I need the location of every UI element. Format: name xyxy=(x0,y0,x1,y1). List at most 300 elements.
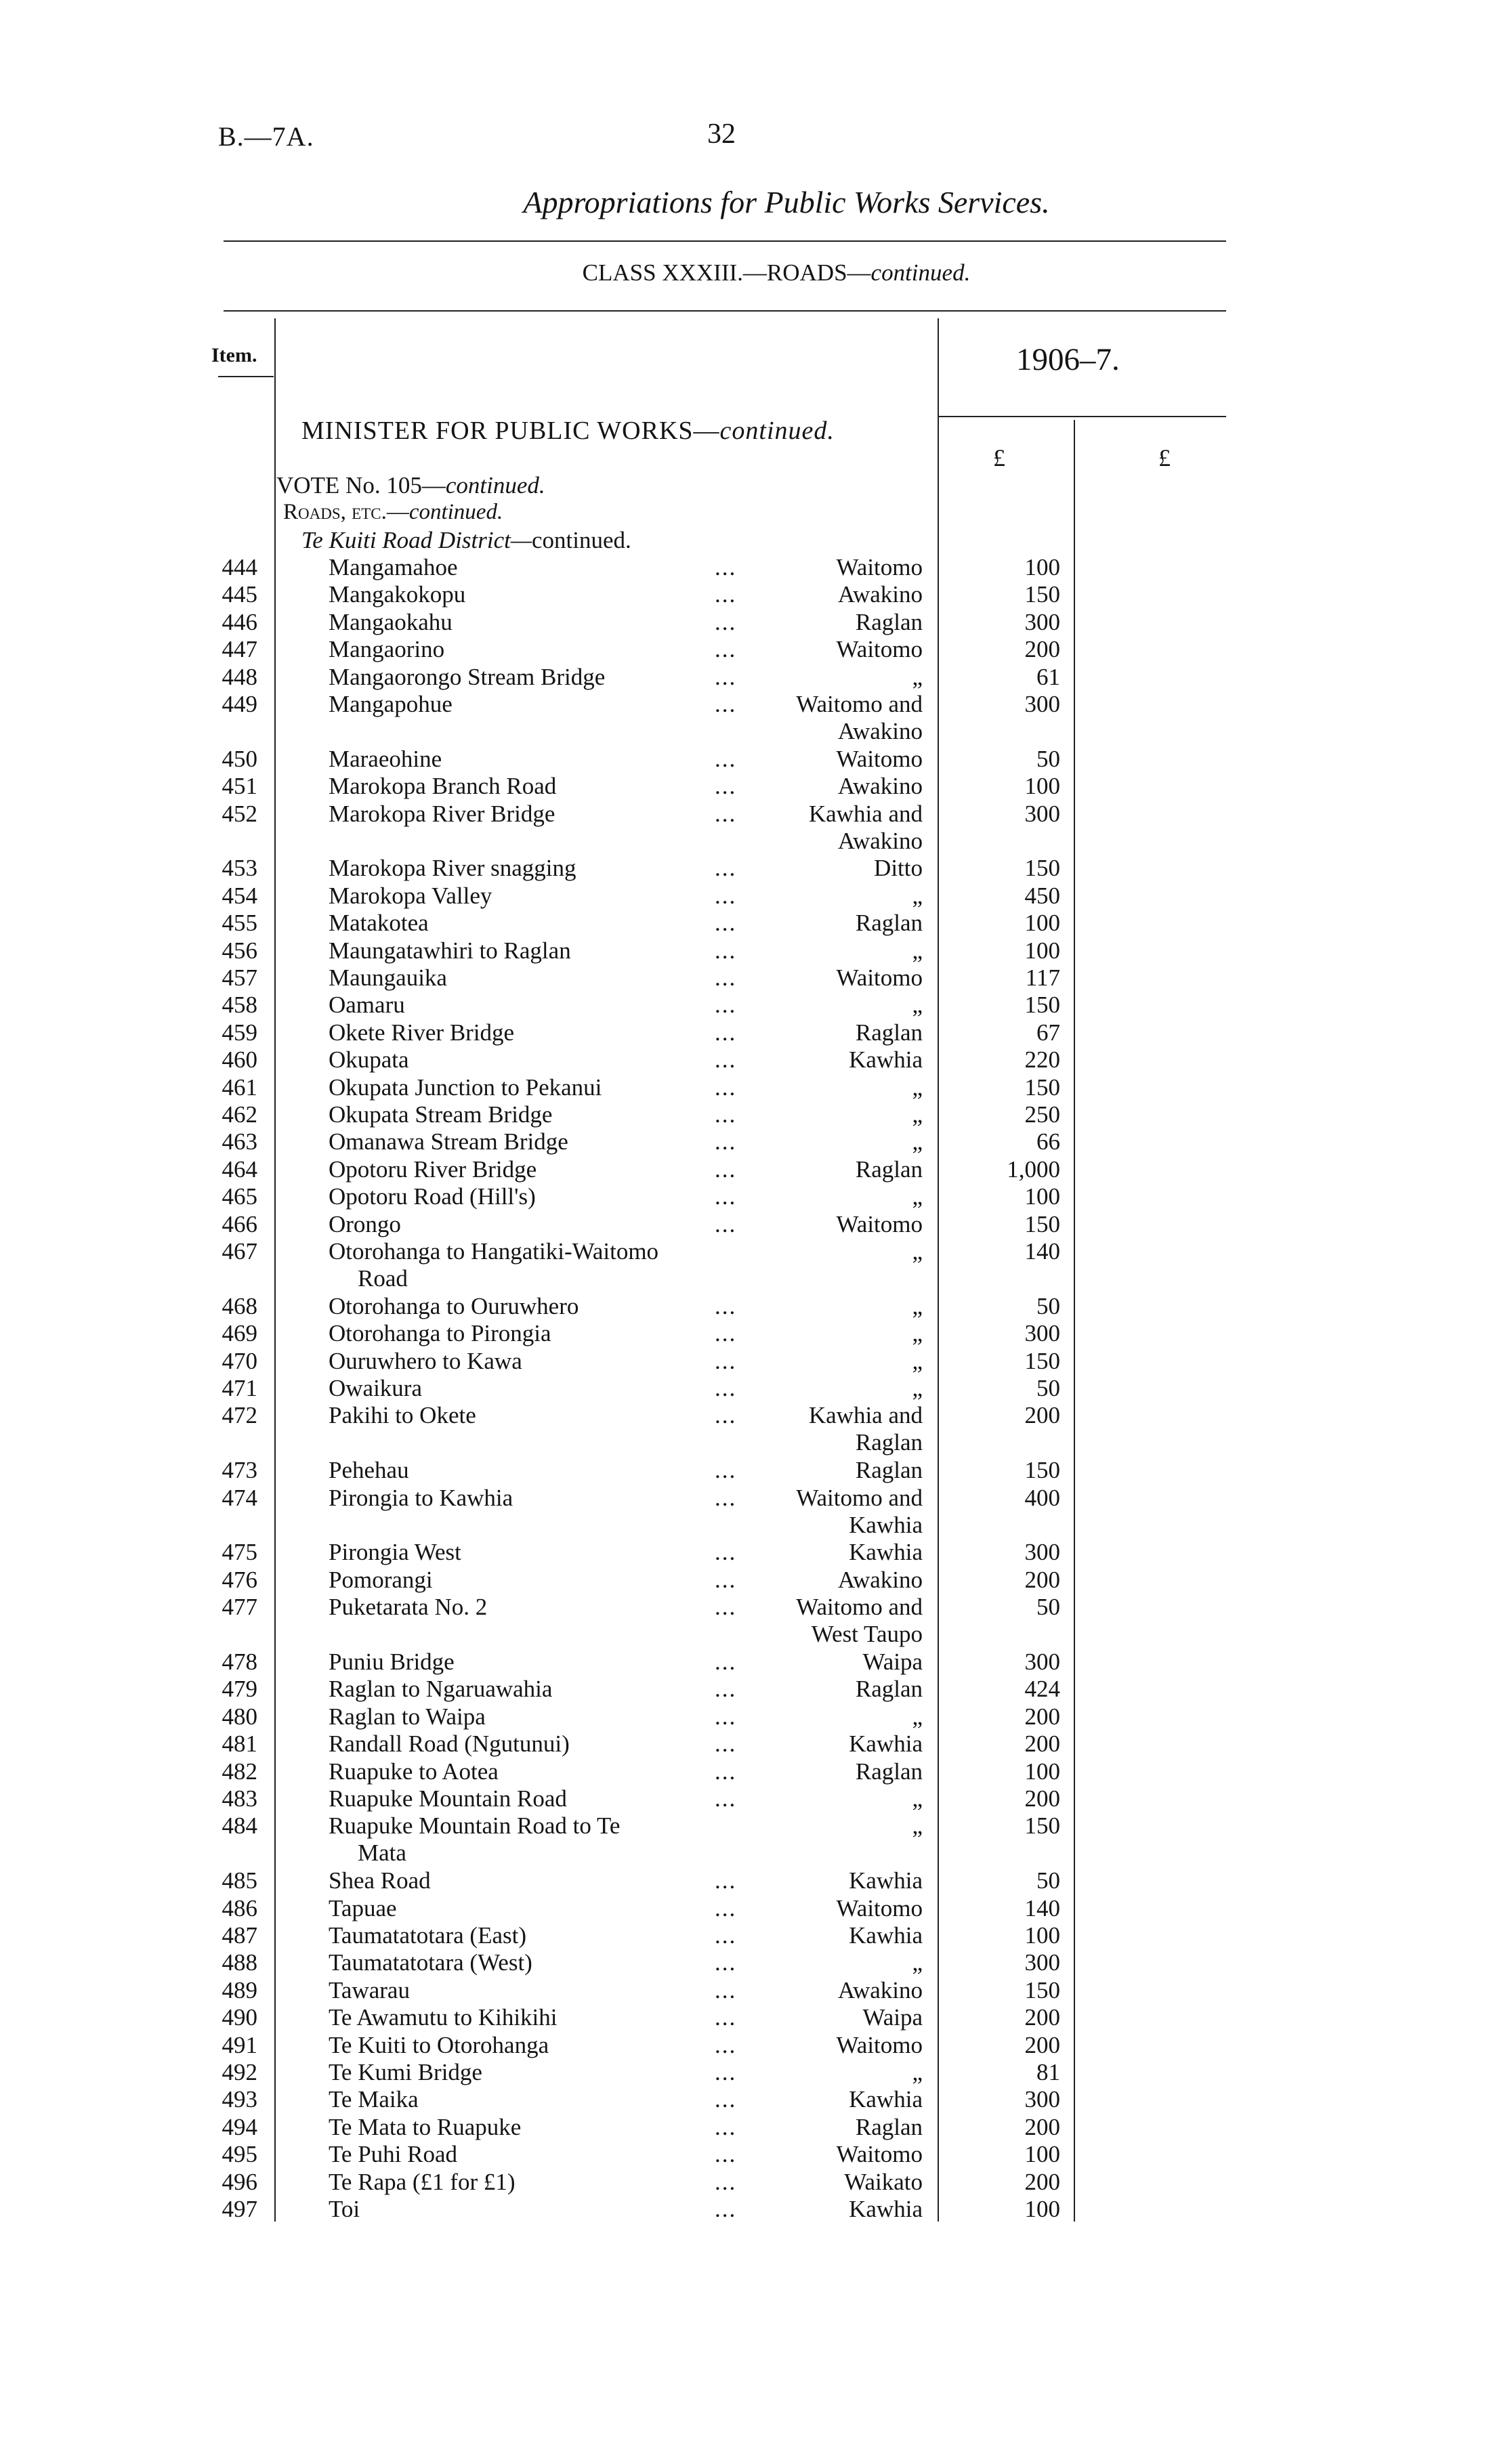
rule-header xyxy=(224,310,1226,312)
item-name: Opotoru River Bridge xyxy=(329,1155,537,1183)
rule-top xyxy=(224,240,1226,242)
item-number: 480 xyxy=(222,1703,257,1730)
leader-dots: ... xyxy=(715,581,737,608)
electoral-district: „ xyxy=(912,1949,923,1976)
electoral-district: Waitomo xyxy=(836,1894,923,1921)
leader-dots: ... xyxy=(715,1046,737,1074)
amount: 200 xyxy=(1024,1566,1060,1593)
electoral-district: „ xyxy=(912,992,923,1019)
electoral-district: Waitomo and xyxy=(796,1484,923,1511)
electoral-district: Raglan xyxy=(855,2113,923,2140)
electoral-district: Kawhia xyxy=(849,1867,923,1894)
item-name: Te Rapa (£1 for £1) xyxy=(329,2168,516,2195)
table-row xyxy=(0,800,1512,854)
item-name: Otorohanga to Pirongia xyxy=(329,1320,551,1347)
amount: 100 xyxy=(1024,554,1060,580)
item-name: Te Puhi Road xyxy=(329,2141,458,2168)
item-name: Te Kuiti to Otorohanga xyxy=(329,2031,549,2058)
item-number: 475 xyxy=(222,1539,257,1566)
currency-header-1: £ xyxy=(993,444,1005,471)
item-number: 469 xyxy=(222,1320,257,1347)
currency-header-2: £ xyxy=(1158,444,1171,471)
leader-dots: ... xyxy=(715,1949,737,1976)
electoral-district: „ xyxy=(912,1292,923,1319)
table-row xyxy=(0,746,1512,773)
leader-dots: ... xyxy=(715,1183,737,1210)
item-number: 456 xyxy=(222,937,257,964)
amount: 300 xyxy=(1024,1949,1060,1976)
leader-dots: ... xyxy=(715,1320,737,1347)
electoral-district: Waipa xyxy=(862,2004,923,2031)
table-row xyxy=(0,964,1512,992)
item-name: Mangaorongo Stream Bridge xyxy=(329,663,606,690)
table-row xyxy=(0,883,1512,910)
amount: 150 xyxy=(1024,855,1060,882)
amount: 67 xyxy=(1036,1019,1060,1046)
table-row xyxy=(0,1402,1512,1456)
table-row xyxy=(0,992,1512,1019)
leader-dots: ... xyxy=(715,1976,737,2003)
table-row xyxy=(0,2086,1512,2113)
document-reference: B.—7A. xyxy=(218,121,314,152)
item-number: 454 xyxy=(222,882,257,909)
table-row xyxy=(0,1320,1512,1347)
rule-item-header xyxy=(218,376,274,377)
electoral-district: „ xyxy=(912,1812,923,1840)
electoral-district: „ xyxy=(912,937,923,964)
leader-dots: ... xyxy=(715,2059,737,2085)
item-number: 492 xyxy=(222,2059,257,2085)
electoral-district: „ xyxy=(912,882,923,909)
item-name: Marokopa Branch Road xyxy=(329,773,557,800)
amount: 250 xyxy=(1024,1101,1060,1128)
item-name: Shea Road xyxy=(329,1867,431,1894)
leader-dots: ... xyxy=(715,1375,737,1401)
amount: 50 xyxy=(1036,745,1060,772)
electoral-district: Ditto xyxy=(874,855,923,882)
roads-heading: Roads, etc.—continued. xyxy=(283,500,503,524)
leader-dots: ... xyxy=(715,773,737,800)
item-number: 464 xyxy=(222,1155,257,1183)
leader-dots: ... xyxy=(715,1347,737,1374)
item-number: 468 xyxy=(222,1292,257,1319)
amount: 140 xyxy=(1024,1894,1060,1921)
amount: 150 xyxy=(1024,1210,1060,1237)
item-number: 481 xyxy=(222,1730,257,1758)
leader-dots: ... xyxy=(715,1019,737,1046)
amount: 150 xyxy=(1024,1457,1060,1484)
item-number: 485 xyxy=(222,1867,257,1894)
item-name: Te Kumi Bridge xyxy=(329,2059,482,2085)
amount: 50 xyxy=(1036,1594,1060,1621)
electoral-district: Waikato xyxy=(844,2168,923,2195)
item-name: Tapuae xyxy=(329,1894,397,1921)
table-row xyxy=(0,1293,1512,1320)
item-name: Mangamahoe xyxy=(329,554,458,580)
item-number: 490 xyxy=(222,2004,257,2031)
amount: 150 xyxy=(1024,992,1060,1019)
electoral-district: Waitomo xyxy=(836,554,923,580)
item-name: Marokopa River Bridge xyxy=(329,800,555,827)
leader-dots: ... xyxy=(715,2168,737,2195)
table-row xyxy=(0,1785,1512,1812)
amount: 50 xyxy=(1036,1375,1060,1401)
table-row xyxy=(0,1812,1512,1867)
table-row xyxy=(0,1238,1512,1292)
table-row xyxy=(0,2196,1512,2223)
electoral-district: Waipa xyxy=(862,1649,923,1675)
item-name: Marokopa River snagging xyxy=(329,855,576,882)
table-row xyxy=(0,910,1512,937)
item-number: 459 xyxy=(222,1019,257,1046)
leader-dots: ... xyxy=(715,2113,737,2140)
table-row xyxy=(0,554,1512,581)
electoral-district: Waitomo xyxy=(836,2031,923,2058)
item-name: Owaikura xyxy=(329,1375,423,1401)
table-row xyxy=(0,1457,1512,1484)
electoral-district: Kawhia xyxy=(849,1922,923,1949)
item-number: 489 xyxy=(222,1976,257,2003)
electoral-district: „ xyxy=(912,1347,923,1374)
leader-dots: ... xyxy=(715,1922,737,1949)
amount: 100 xyxy=(1024,937,1060,964)
item-name: Mangakokopu xyxy=(329,581,466,608)
electoral-district-continued: Kawhia xyxy=(849,1511,923,1538)
item-number: 451 xyxy=(222,773,257,800)
leader-dots: ... xyxy=(715,2141,737,2168)
leader-dots: ... xyxy=(715,964,737,991)
table-row xyxy=(0,1922,1512,1949)
amount: 100 xyxy=(1024,1758,1060,1785)
leader-dots: ... xyxy=(715,1128,737,1155)
electoral-district: Kawhia xyxy=(849,1046,923,1074)
electoral-district: „ xyxy=(912,663,923,690)
item-number: 463 xyxy=(222,1128,257,1155)
item-number: 446 xyxy=(222,608,257,635)
amount: 200 xyxy=(1024,636,1060,663)
item-number: 488 xyxy=(222,1949,257,1976)
item-name: Taumatatotara (West) xyxy=(329,1949,532,1976)
amount: 300 xyxy=(1024,1649,1060,1675)
item-name: Maraeohine xyxy=(329,745,442,772)
leader-dots: ... xyxy=(715,745,737,772)
amount: 400 xyxy=(1024,1484,1060,1511)
item-name: Orongo xyxy=(329,1210,401,1237)
amount: 300 xyxy=(1024,1539,1060,1566)
item-number: 474 xyxy=(222,1484,257,1511)
item-number: 486 xyxy=(222,1894,257,1921)
item-number: 461 xyxy=(222,1074,257,1101)
item-name: Te Awamutu to Kihikihi xyxy=(329,2004,558,2031)
item-number: 458 xyxy=(222,992,257,1019)
leader-dots: ... xyxy=(715,1566,737,1593)
amount: 100 xyxy=(1024,1922,1060,1949)
item-number: 453 xyxy=(222,855,257,882)
item-name: Okupata Stream Bridge xyxy=(329,1101,553,1128)
amount: 200 xyxy=(1024,1703,1060,1730)
item-name: Ruapuke to Aotea xyxy=(329,1758,499,1785)
table-row xyxy=(0,1101,1512,1128)
electoral-district: Awakino xyxy=(837,773,923,800)
table-row xyxy=(0,2032,1512,2059)
item-name: Raglan to Waipa xyxy=(329,1703,486,1730)
item-name: Randall Road (Ngutunui) xyxy=(329,1730,570,1758)
electoral-district-continued: Awakino xyxy=(837,827,923,854)
leader-dots: ... xyxy=(715,608,737,635)
table-row xyxy=(0,1128,1512,1155)
table-row xyxy=(0,1348,1512,1375)
item-name: Pirongia West xyxy=(329,1539,461,1566)
leader-dots: ... xyxy=(715,2031,737,2058)
item-name: Ruapuke Mountain Road xyxy=(329,1785,567,1812)
table-row xyxy=(0,664,1512,691)
leader-dots: ... xyxy=(715,800,737,827)
amount: 300 xyxy=(1024,1320,1060,1347)
leader-dots: ... xyxy=(715,663,737,690)
table-row xyxy=(0,1730,1512,1758)
district-heading: Te Kuiti Road District—continued. xyxy=(301,527,631,553)
leader-dots: ... xyxy=(715,1594,737,1621)
leader-dots: ... xyxy=(715,1676,737,1703)
leader-dots: ... xyxy=(715,1785,737,1812)
leader-dots: ... xyxy=(715,1101,737,1128)
electoral-district: Waitomo xyxy=(836,2141,923,2168)
item-number: 465 xyxy=(222,1183,257,1210)
table-row xyxy=(0,636,1512,663)
item-name: Otorohanga to Hangatiki-Waitomo xyxy=(329,1238,659,1265)
amount: 100 xyxy=(1024,2141,1060,2168)
table-row xyxy=(0,1867,1512,1894)
amount: 100 xyxy=(1024,773,1060,800)
item-name: Otorohanga to Ouruwhero xyxy=(329,1292,579,1319)
table-row xyxy=(0,1949,1512,1976)
amount: 150 xyxy=(1024,581,1060,608)
item-number: 449 xyxy=(222,691,257,717)
electoral-district: Raglan xyxy=(855,1019,923,1046)
leader-dots: ... xyxy=(715,992,737,1019)
item-name: Okete River Bridge xyxy=(329,1019,515,1046)
table-row xyxy=(0,1046,1512,1074)
table-row xyxy=(0,1676,1512,1703)
electoral-district: „ xyxy=(912,1128,923,1155)
leader-dots: ... xyxy=(715,1730,737,1758)
item-name: Pomorangi xyxy=(329,1566,433,1593)
electoral-district: „ xyxy=(912,1375,923,1401)
item-number: 496 xyxy=(222,2168,257,2195)
item-name: Ouruwhero to Kawa xyxy=(329,1347,522,1374)
electoral-district: „ xyxy=(912,1101,923,1128)
table-row xyxy=(0,609,1512,636)
table-row xyxy=(0,1703,1512,1730)
amount: 150 xyxy=(1024,1074,1060,1101)
item-name: Mangaorino xyxy=(329,636,445,663)
table-row xyxy=(0,1977,1512,2004)
item-name: Raglan to Ngaruawahia xyxy=(329,1676,553,1703)
amount: 450 xyxy=(1024,882,1060,909)
amount: 100 xyxy=(1024,2196,1060,2222)
leader-dots: ... xyxy=(715,1155,737,1183)
electoral-district: „ xyxy=(912,1703,923,1730)
leader-dots: ... xyxy=(715,1457,737,1484)
table-row xyxy=(0,1484,1512,1538)
item-number: 483 xyxy=(222,1785,257,1812)
leader-dots: ... xyxy=(715,554,737,580)
leader-dots: ... xyxy=(715,1210,737,1237)
electoral-district: Raglan xyxy=(855,910,923,937)
amount: 100 xyxy=(1024,910,1060,937)
vote-heading: VOTE No. 105—continued. xyxy=(276,472,545,498)
item-name: Matakotea xyxy=(329,910,429,937)
amount: 220 xyxy=(1024,1046,1060,1074)
amount: 66 xyxy=(1036,1128,1060,1155)
item-number: 472 xyxy=(222,1402,257,1429)
item-name: Okupata Junction to Pekanui xyxy=(329,1074,602,1101)
item-number: 444 xyxy=(222,554,257,580)
year-heading: 1906–7. xyxy=(1016,342,1120,377)
table-row xyxy=(0,2004,1512,2031)
electoral-district: Waitomo and xyxy=(796,1594,923,1621)
amount: 81 xyxy=(1036,2059,1060,2085)
electoral-district-continued: Raglan xyxy=(855,1429,923,1456)
page-number: 32 xyxy=(707,119,736,150)
table-row xyxy=(0,1649,1512,1676)
amount: 200 xyxy=(1024,1730,1060,1758)
amount: 61 xyxy=(1036,663,1060,690)
minister-heading: MINISTER FOR PUBLIC WORKS—continued. xyxy=(301,417,835,445)
item-name: Mangaokahu xyxy=(329,608,453,635)
item-number: 450 xyxy=(222,745,257,772)
rule-year xyxy=(938,416,1226,417)
table-row xyxy=(0,2059,1512,2086)
item-column-header: Item. xyxy=(211,344,257,366)
leader-dots: ... xyxy=(715,1703,737,1730)
item-number: 445 xyxy=(222,581,257,608)
item-name: Maungatawhiri to Raglan xyxy=(329,937,571,964)
amount: 150 xyxy=(1024,1347,1060,1374)
item-name-continued: Mata xyxy=(358,1840,406,1867)
item-name: Maungauika xyxy=(329,964,447,991)
amount: 300 xyxy=(1024,800,1060,827)
item-number: 482 xyxy=(222,1758,257,1785)
amount: 100 xyxy=(1024,1183,1060,1210)
leader-dots: ... xyxy=(715,1649,737,1675)
item-number: 470 xyxy=(222,1347,257,1374)
page-title: Appropriations for Public Works Services. xyxy=(523,185,1050,219)
item-number: 448 xyxy=(222,663,257,690)
leader-dots: ... xyxy=(715,855,737,882)
leader-dots: ... xyxy=(715,1292,737,1319)
item-number: 447 xyxy=(222,636,257,663)
amount: 140 xyxy=(1024,1238,1060,1265)
leader-dots: ... xyxy=(715,636,737,663)
item-number: 476 xyxy=(222,1566,257,1593)
electoral-district: Kawhia xyxy=(849,2086,923,2113)
electoral-district: „ xyxy=(912,2059,923,2085)
item-number: 460 xyxy=(222,1046,257,1074)
table-row xyxy=(0,1211,1512,1238)
item-name: Te Maika xyxy=(329,2086,419,2113)
item-name: Opotoru Road (Hill's) xyxy=(329,1183,536,1210)
amount: 200 xyxy=(1024,2031,1060,2058)
amount: 300 xyxy=(1024,608,1060,635)
amount: 117 xyxy=(1025,964,1060,991)
amount: 150 xyxy=(1024,1812,1060,1840)
electoral-district: Waitomo and xyxy=(796,691,923,717)
table-row xyxy=(0,1594,1512,1648)
item-name: Puketarata No. 2 xyxy=(329,1594,488,1621)
amount: 200 xyxy=(1024,2004,1060,2031)
electoral-district: Kawhia and xyxy=(808,1402,923,1429)
table-row xyxy=(0,1895,1512,1922)
item-number: 467 xyxy=(222,1238,257,1265)
table-row xyxy=(0,2169,1512,2196)
item-number: 497 xyxy=(222,2196,257,2222)
item-name: Oamaru xyxy=(329,992,405,1019)
electoral-district-continued: West Taupo xyxy=(811,1621,923,1648)
table-row xyxy=(0,2114,1512,2141)
amount: 300 xyxy=(1024,2086,1060,2113)
amount: 150 xyxy=(1024,1976,1060,2003)
electoral-district: Raglan xyxy=(855,1676,923,1703)
item-number: 473 xyxy=(222,1457,257,1484)
item-name: Pirongia to Kawhia xyxy=(329,1484,513,1511)
item-name: Tawarau xyxy=(329,1976,410,2003)
amount: 200 xyxy=(1024,1402,1060,1429)
item-number: 455 xyxy=(222,910,257,937)
table-row xyxy=(0,1019,1512,1046)
amount: 50 xyxy=(1036,1867,1060,1894)
electoral-district: Raglan xyxy=(855,608,923,635)
leader-dots: ... xyxy=(715,910,737,937)
table-row xyxy=(0,1758,1512,1785)
table-row xyxy=(0,691,1512,744)
class-heading: CLASS XXXIII.—ROADS—continued. xyxy=(582,259,971,286)
electoral-district: Waitomo xyxy=(836,964,923,991)
leader-dots: ... xyxy=(715,1894,737,1921)
item-name: Te Mata to Ruapuke xyxy=(329,2113,522,2140)
item-number: 484 xyxy=(222,1812,257,1840)
item-number: 479 xyxy=(222,1676,257,1703)
table-row xyxy=(0,1183,1512,1210)
item-number: 494 xyxy=(222,2113,257,2140)
amount: 424 xyxy=(1024,1676,1060,1703)
table-row xyxy=(0,773,1512,800)
amount: 300 xyxy=(1024,691,1060,717)
table-row xyxy=(0,1567,1512,1594)
item-number: 471 xyxy=(222,1375,257,1401)
leader-dots: ... xyxy=(715,2086,737,2113)
item-name: Okupata xyxy=(329,1046,409,1074)
item-name-continued: Road xyxy=(358,1265,408,1292)
table-row xyxy=(0,1156,1512,1183)
electoral-district: „ xyxy=(912,1320,923,1347)
item-name: Pakihi to Okete xyxy=(329,1402,476,1429)
item-name: Omanawa Stream Bridge xyxy=(329,1128,568,1155)
item-name: Puniu Bridge xyxy=(329,1649,455,1675)
table-row xyxy=(0,1539,1512,1566)
electoral-district: Kawhia xyxy=(849,2196,923,2222)
item-name: Ruapuke Mountain Road to Te xyxy=(329,1812,621,1840)
electoral-district: Kawhia xyxy=(849,1539,923,1566)
electoral-district: Waitomo xyxy=(836,1210,923,1237)
item-name: Marokopa Valley xyxy=(329,882,492,909)
leader-dots: ... xyxy=(715,1074,737,1101)
item-number: 452 xyxy=(222,800,257,827)
item-number: 487 xyxy=(222,1922,257,1949)
electoral-district: „ xyxy=(912,1785,923,1812)
item-number: 478 xyxy=(222,1649,257,1675)
electoral-district: Raglan xyxy=(855,1758,923,1785)
